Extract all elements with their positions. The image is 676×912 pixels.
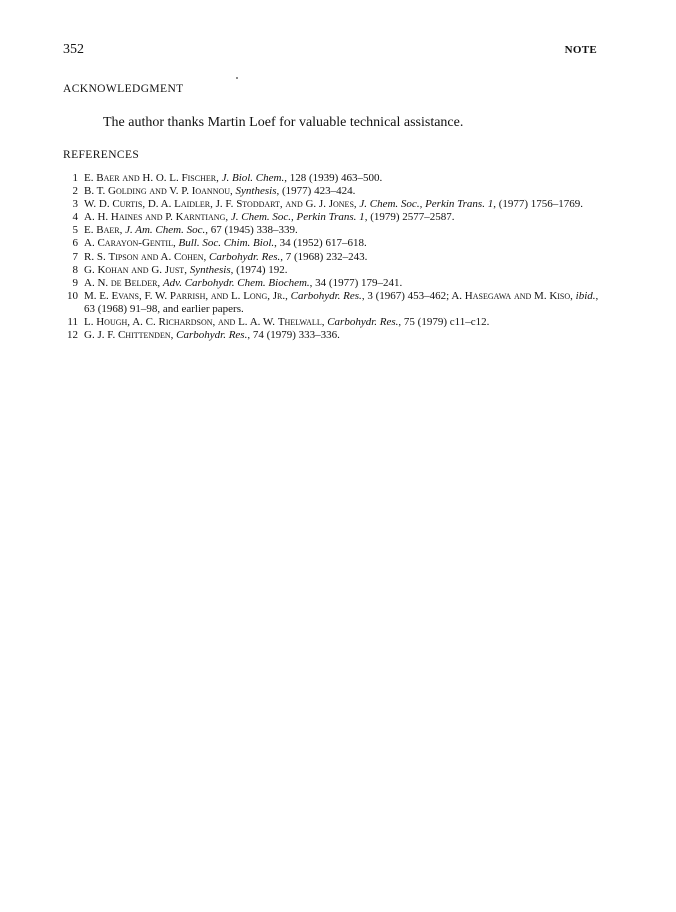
reference-text: Haines and — [110, 211, 163, 224]
reference-text: M. — [531, 289, 550, 302]
reference-item — [60, 290, 608, 316]
reference-text: , 3 (1967) 453–462; A. — [361, 289, 465, 302]
reference-number: 11 — [67, 316, 78, 329]
reference-text: , 63 (1968) 91–98, and earlier papers. — [84, 289, 599, 315]
reference-text: Bull. Soc. Chim. Biol. — [178, 237, 275, 250]
reference-text: G. — [148, 263, 165, 276]
reference-text: , — [184, 263, 190, 276]
reference-text: , D. A. — [142, 198, 175, 211]
reference-text: , — [225, 211, 231, 224]
reference-text: Richardson, and — [158, 316, 236, 329]
reference-text: de Belder — [110, 276, 158, 289]
reference-text: E. — [84, 224, 97, 237]
running-head: NOTE — [564, 44, 597, 56]
reference-text: A. N. — [84, 276, 111, 289]
reference-text: E. — [84, 172, 97, 184]
reference-text: V. P. — [166, 185, 192, 198]
reference-text: Adv. Carbohydr. Chem. Biochem. — [162, 276, 310, 289]
reference-text: , — [203, 250, 210, 263]
reference-text: , — [170, 329, 177, 342]
references-list — [60, 172, 608, 342]
reference-number: 1 — [72, 172, 78, 184]
reference-text: Carbohydr. Res. — [209, 250, 281, 263]
reference-text: , (1977) 1756–1769. — [493, 198, 584, 211]
reference-text: ibid. — [575, 289, 596, 302]
reference-text: H. O. L. — [139, 172, 182, 184]
reference-text: Carbohydr. Res. — [290, 289, 362, 302]
reference-text: G. J. — [302, 198, 329, 211]
reference-text: , (1977) 423–424. — [276, 185, 356, 198]
reference-text: R. S. — [84, 250, 109, 263]
reference-text: Cohen — [173, 250, 204, 263]
reference-text: J. Biol. Chem. — [221, 172, 285, 184]
reference-text: , 7 (1968) 232–243. — [280, 250, 368, 263]
reference-text: L. — [228, 289, 244, 302]
reference-text: Just — [164, 263, 185, 276]
reference-text: M. E. — [84, 289, 112, 302]
reference-text: Carbohydr. Res. — [327, 316, 399, 329]
page-number: 352 — [63, 42, 84, 57]
reference-text: , J. F. — [210, 198, 237, 211]
reference-text: , — [119, 224, 126, 237]
reference-text: , (1974) 192. — [230, 263, 288, 276]
reference-text: Curtis — [112, 198, 143, 211]
reference-text: , A. C. — [127, 316, 159, 329]
reference-item — [60, 277, 608, 290]
reference-text: , (1979) 2577–2587. — [364, 211, 455, 224]
reference-text: Synthesis — [235, 185, 277, 198]
reference-text: , — [353, 198, 360, 211]
reference-text: A. H. — [84, 211, 111, 224]
reference-number: 6 — [72, 237, 78, 250]
reference-text: , — [570, 289, 576, 302]
reference-text: Baer and — [96, 172, 140, 184]
reference-text: Long, Jr. — [243, 289, 286, 302]
reference-text: Laidler — [174, 198, 211, 211]
reference-text: L. A. W. — [235, 316, 278, 329]
reference-text: Chittenden — [117, 329, 171, 342]
reference-item — [60, 251, 608, 264]
reference-text: B. T. — [84, 185, 109, 198]
reference-text: Carbohydr. Res. — [176, 329, 248, 342]
reference-text: Karntiang — [175, 211, 226, 224]
reference-text: , 67 (1945) 338–339. — [205, 224, 298, 237]
reference-text: Evans — [111, 289, 139, 302]
reference-text: J. Chem. Soc., Perkin Trans. 1 — [359, 198, 494, 211]
reference-number: 10 — [67, 289, 78, 302]
reference-text: J. Chem. Soc., Perkin Trans. 1 — [230, 211, 365, 224]
reference-item — [60, 237, 608, 250]
reference-text: A. — [84, 237, 98, 250]
reference-number: 5 — [72, 224, 78, 237]
reference-text: Hough — [96, 316, 128, 329]
reference-item — [60, 172, 608, 185]
reference-text: Stoddart, and — [236, 198, 303, 211]
reference-item — [60, 211, 608, 224]
reference-item — [60, 264, 608, 277]
reference-text: Golding and — [108, 185, 167, 198]
reference-item — [60, 316, 608, 329]
reference-text: Synthesis — [189, 263, 231, 276]
reference-text: , — [321, 316, 328, 329]
reference-number: 8 — [72, 263, 78, 276]
reference-text: Fischer — [181, 172, 217, 184]
reference-text: Hasegawa and — [464, 289, 532, 302]
reference-item — [60, 329, 608, 342]
reference-text: , 74 (1979) 333–336. — [247, 329, 340, 342]
reference-text: , — [285, 289, 291, 302]
reference-number: 7 — [72, 250, 78, 263]
reference-text: Kiso — [549, 289, 571, 302]
reference-text: A. — [158, 250, 174, 263]
reference-text: Kohan and — [97, 263, 149, 276]
reference-text: P. — [162, 211, 176, 224]
reference-text: Ioannou — [191, 185, 231, 198]
reference-text: , 128 (1939) 463–500. — [284, 172, 383, 184]
reference-text: Carayon-Gentil — [97, 237, 173, 250]
reference-text: , — [157, 276, 163, 289]
reference-text: , F. W. — [138, 289, 170, 302]
scan-speck — [236, 77, 238, 79]
reference-text: Parrish, and — [169, 289, 229, 302]
reference-text: , — [216, 172, 222, 184]
reference-number: 4 — [72, 211, 78, 224]
reference-text: , — [230, 185, 236, 198]
reference-text: Jones — [328, 198, 354, 211]
reference-item — [60, 185, 608, 198]
acknowledgment-text: The author thanks Martin Loef for valuable technical assistance. — [103, 115, 464, 130]
reference-text: J. Am. Chem. Soc. — [125, 224, 206, 237]
reference-text: , 34 (1952) 617–618. — [274, 237, 367, 250]
reference-item — [60, 224, 608, 237]
reference-text: , — [173, 237, 179, 250]
reference-text: G. J. F. — [84, 329, 118, 342]
acknowledgment-heading: ACKNOWLEDGMENT — [63, 83, 184, 95]
reference-number: 12 — [67, 329, 78, 342]
reference-text: , 75 (1979) c11–c12. — [398, 316, 490, 329]
reference-text: W. D. — [84, 198, 113, 211]
reference-number: 9 — [72, 276, 78, 289]
reference-text: Tipson and — [108, 250, 159, 263]
reference-item — [60, 198, 608, 211]
reference-text: , 34 (1977) 179–241. — [309, 276, 403, 289]
references-heading: REFERENCES — [63, 149, 140, 161]
reference-text: L. — [84, 316, 97, 329]
reference-number: 2 — [72, 185, 78, 198]
reference-text: Baer — [96, 224, 120, 237]
reference-number: 3 — [72, 198, 78, 211]
reference-text: G. — [84, 263, 98, 276]
reference-text: Thelwall — [277, 316, 322, 329]
